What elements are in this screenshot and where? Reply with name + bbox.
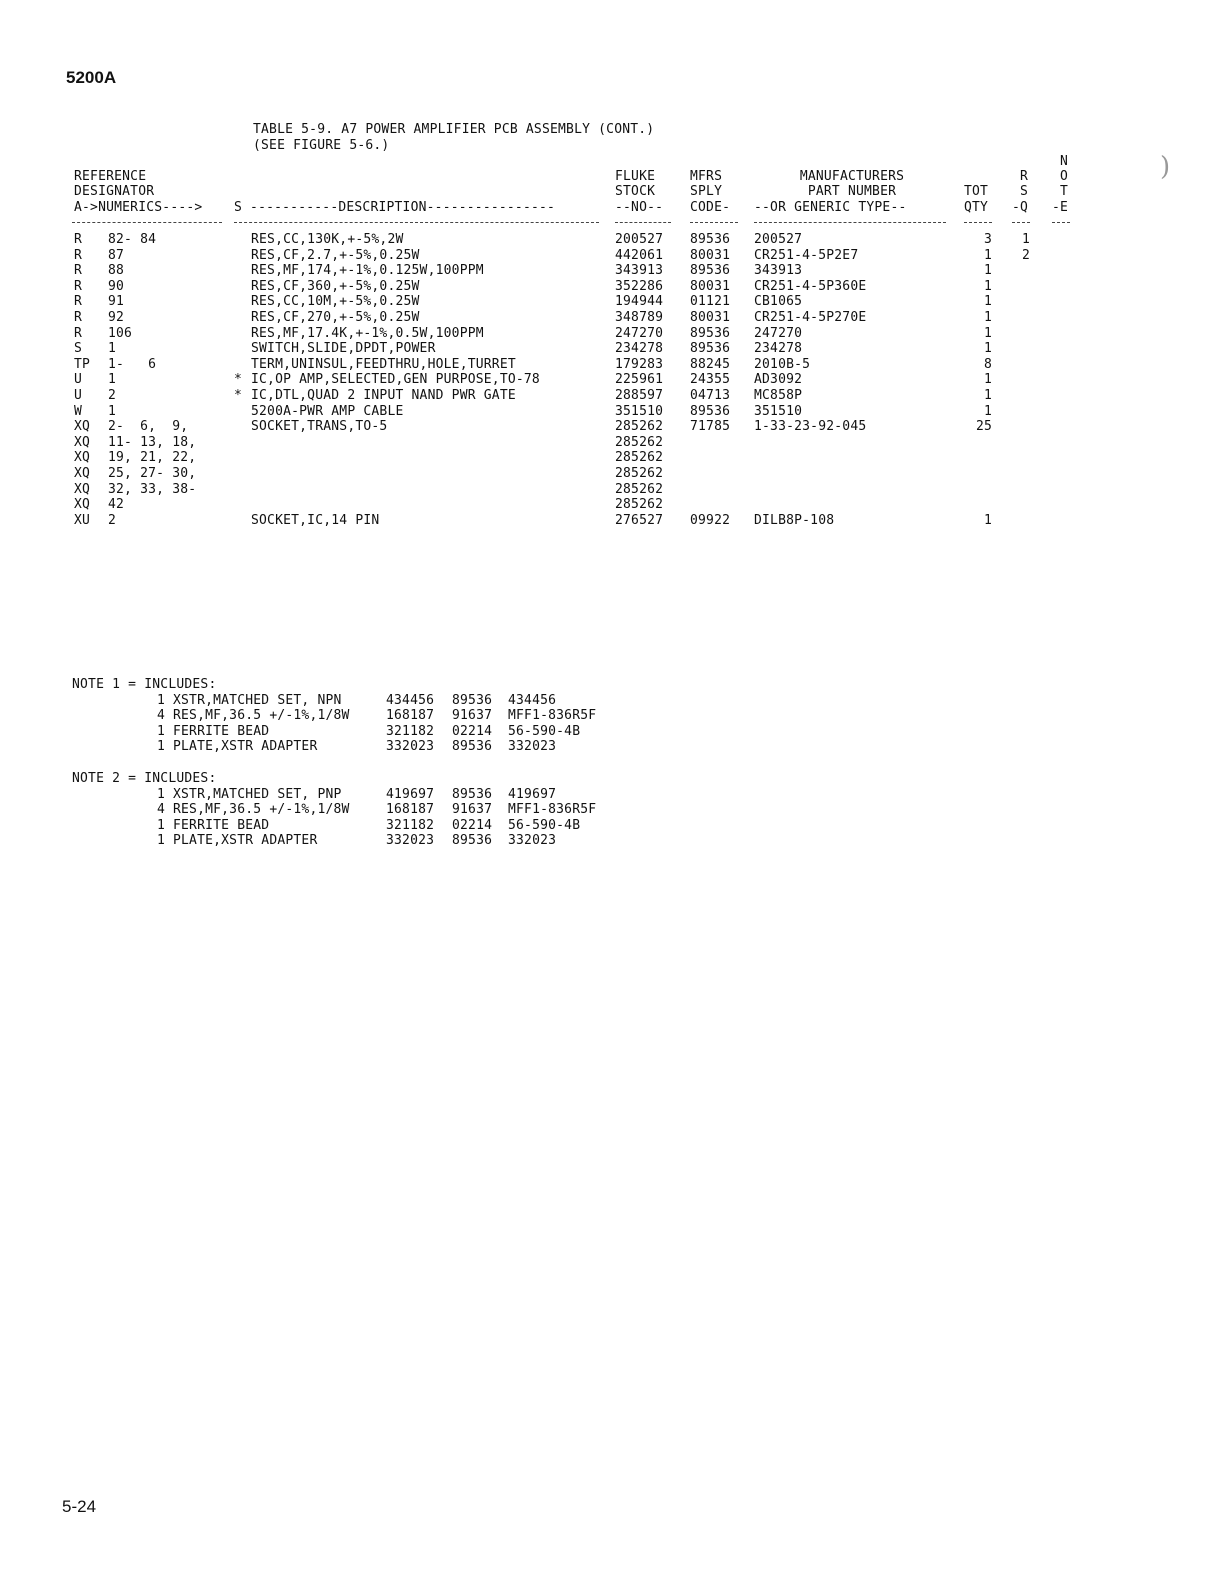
- ref-numerics: 82- 84: [108, 232, 157, 247]
- note-item-mfr: 89536: [452, 692, 493, 708]
- stock-number: 288597: [615, 388, 664, 403]
- mfr-code: 80031: [690, 278, 731, 294]
- stock-number: 285262: [615, 466, 664, 481]
- header-ref-2: DESIGNATOR: [74, 184, 155, 199]
- stock-number: 285262: [615, 434, 664, 450]
- total-qty: 1: [983, 263, 992, 279]
- ref-numerics: 2- 6, 9,: [108, 419, 189, 435]
- header-rule: [72, 222, 222, 223]
- part-number: 1-33-23-92-045: [754, 419, 867, 435]
- description: RES,CF,270,+-5%,0.25W: [251, 310, 420, 325]
- mfr-code: 80031: [690, 310, 731, 325]
- selected-mark: *: [234, 372, 243, 388]
- ref-prefix: U: [74, 372, 83, 388]
- selected-mark: *: [234, 388, 243, 403]
- ref-prefix: R: [74, 263, 83, 279]
- note-item-description: RES,MF,36.5 +/-1%,1/8W: [173, 802, 350, 818]
- description: IC,OP AMP,SELECTED,GEN PURPOSE,TO-78: [251, 372, 540, 388]
- ref-numerics: 92: [108, 310, 125, 325]
- part-number: CR251-4-5P360E: [754, 278, 867, 294]
- stock-number: 285262: [615, 419, 664, 435]
- note-item-qty: 4: [157, 708, 166, 724]
- mfr-code: 71785: [690, 419, 731, 435]
- ref-prefix: XQ: [74, 450, 91, 466]
- note-item-mfr: 02214: [452, 723, 493, 739]
- part-number: AD3092: [754, 372, 803, 388]
- total-qty: 1: [983, 403, 992, 419]
- ref-numerics: 106: [108, 325, 133, 341]
- note-item-stock: 419697: [386, 786, 435, 802]
- description: RES,CF,360,+-5%,0.25W: [251, 278, 420, 294]
- stock-number: 285262: [615, 497, 664, 513]
- part-number: 200527: [754, 232, 803, 247]
- part-number: CR251-4-5P270E: [754, 310, 867, 325]
- note-item-description: FERRITE BEAD: [173, 817, 270, 833]
- description: RES,CC,130K,+-5%,2W: [251, 232, 404, 247]
- ref-numerics: 2: [108, 512, 117, 528]
- note-item-mfr: 91637: [452, 802, 493, 818]
- page-number: 5-24: [62, 1497, 97, 1516]
- total-qty: 1: [983, 512, 992, 528]
- note-item-stock: 332023: [386, 739, 435, 755]
- note-item-description: RES,MF,36.5 +/-1%,1/8W: [173, 708, 350, 724]
- ref-prefix: XQ: [74, 466, 91, 481]
- note-item-qty: 1: [157, 786, 166, 802]
- total-qty: 1: [983, 388, 992, 403]
- description: RES,CF,2.7,+-5%,0.25W: [251, 247, 420, 263]
- stock-number: 285262: [615, 481, 664, 497]
- stock-number: 348789: [615, 310, 664, 325]
- note-item-stock: 168187: [386, 708, 435, 724]
- part-number: CB1065: [754, 294, 803, 310]
- part-number: 2010B-5: [754, 356, 811, 372]
- header-ref-3: A->NUMERICS---->: [74, 200, 203, 215]
- mfr-code: 89536: [690, 263, 731, 279]
- note-item-part: 332023: [508, 833, 557, 849]
- ref-numerics: 1- 6: [108, 356, 157, 372]
- note-item-stock: 321182: [386, 723, 435, 739]
- ref-prefix: R: [74, 278, 83, 294]
- header-rule: [1052, 222, 1070, 223]
- mfr-code: 89536: [690, 325, 731, 341]
- note-item-mfr: 89536: [452, 739, 493, 755]
- note-item-stock: 321182: [386, 817, 435, 833]
- header-ref-1: REFERENCE: [74, 169, 147, 184]
- note-item-mfr: 91637: [452, 708, 493, 724]
- stock-number: 351510: [615, 403, 664, 419]
- header-note-0: N: [1060, 154, 1069, 169]
- ref-numerics: 32, 33, 38-: [108, 481, 197, 497]
- header-note-1: O: [1060, 169, 1069, 184]
- mfr-code: 09922: [690, 512, 731, 528]
- stock-number: 352286: [615, 278, 664, 294]
- note-item-description: PLATE,XSTR ADAPTER: [173, 833, 318, 849]
- header-mfrs-3: CODE-: [690, 200, 731, 215]
- note-item-qty: 1: [157, 692, 166, 708]
- ref-numerics: 2: [108, 388, 117, 403]
- note-item-description: XSTR,MATCHED SET, PNP: [173, 786, 342, 802]
- ref-prefix: R: [74, 247, 83, 263]
- stock-number: 442061: [615, 247, 664, 263]
- stock-number: 234278: [615, 341, 664, 357]
- description: SOCKET,TRANS,TO-5: [251, 419, 388, 435]
- description: SOCKET,IC,14 PIN: [251, 512, 380, 528]
- note-item-part: MFF1-836R5F: [508, 708, 597, 724]
- mfr-code: 88245: [690, 356, 731, 372]
- note-item-qty: 1: [157, 739, 166, 755]
- header-rule: [1012, 222, 1030, 223]
- header-rsq-2: S: [1020, 184, 1029, 199]
- ref-numerics: 90: [108, 278, 125, 294]
- header-stock-1: FLUKE: [615, 169, 656, 184]
- note-item-stock: 168187: [386, 802, 435, 818]
- ref-numerics: 1: [108, 341, 117, 357]
- note-label: NOTE 1 = INCLUDES:: [72, 677, 217, 692]
- header-rsq-3: -Q: [1012, 200, 1029, 215]
- header-rule: [234, 222, 599, 223]
- note-item-description: FERRITE BEAD: [173, 723, 270, 739]
- description: RES,MF,174,+-1%,0.125W,100PPM: [251, 263, 484, 279]
- ref-numerics: 91: [108, 294, 125, 310]
- header-description: S -----------DESCRIPTION----------------: [234, 200, 556, 215]
- mfr-code: 01121: [690, 294, 731, 310]
- header-qty-1: TOT: [964, 184, 989, 199]
- description: 5200A-PWR AMP CABLE: [251, 403, 404, 419]
- total-qty: 1: [983, 372, 992, 388]
- header-note-2: T: [1060, 184, 1069, 199]
- header-stock-3: --NO--: [615, 200, 664, 215]
- note-item-description: XSTR,MATCHED SET, NPN: [173, 692, 342, 708]
- header-rule: [964, 222, 992, 223]
- part-number: DILB8P-108: [754, 512, 835, 528]
- part-number: 351510: [754, 403, 803, 419]
- ref-prefix: R: [74, 232, 83, 247]
- ref-prefix: U: [74, 388, 83, 403]
- note-item-mfr: 89536: [452, 833, 493, 849]
- note-item-description: PLATE,XSTR ADAPTER: [173, 739, 318, 755]
- ref-prefix: XQ: [74, 481, 91, 497]
- mfr-code: 89536: [690, 341, 731, 357]
- stock-number: 285262: [615, 450, 664, 466]
- note-item-part: 332023: [508, 739, 557, 755]
- ref-numerics: 1: [108, 403, 117, 419]
- header-part-1: MANUFACTURERS: [799, 169, 905, 184]
- ref-prefix: R: [74, 310, 83, 325]
- description: RES,MF,17.4K,+-1%,0.5W,100PPM: [251, 325, 484, 341]
- total-qty: 1: [983, 247, 992, 263]
- note-item-part: 434456: [508, 692, 557, 708]
- mfr-code: 80031: [690, 247, 731, 263]
- ref-prefix: XQ: [74, 497, 91, 513]
- note-item-mfr: 89536: [452, 786, 493, 802]
- total-qty: 1: [983, 294, 992, 310]
- ref-prefix: S: [74, 341, 83, 357]
- total-qty: 1: [983, 325, 992, 341]
- header-rule: [690, 222, 738, 223]
- ref-numerics: 87: [108, 247, 125, 263]
- ref-prefix: W: [74, 403, 83, 419]
- mfr-code: 89536: [690, 403, 731, 419]
- note-item-part: 419697: [508, 786, 557, 802]
- note-item-stock: 332023: [386, 833, 435, 849]
- ref-prefix: XU: [74, 512, 91, 528]
- page-model: 5200A: [66, 68, 117, 87]
- recommended-spares: 1: [1021, 232, 1030, 247]
- note-item-mfr: 02214: [452, 817, 493, 833]
- note-item-qty: 1: [157, 833, 166, 849]
- stock-number: 200527: [615, 232, 664, 247]
- ref-prefix: TP: [74, 356, 91, 372]
- total-qty: 25: [975, 419, 992, 435]
- header-rsq-1: R: [1020, 169, 1029, 184]
- stock-number: 194944: [615, 294, 664, 310]
- stock-number: 179283: [615, 356, 664, 372]
- part-number: CR251-4-5P2E7: [754, 247, 859, 263]
- part-number: 343913: [754, 263, 803, 279]
- description: RES,CC,10M,+-5%,0.25W: [251, 294, 420, 310]
- stock-number: 343913: [615, 263, 664, 279]
- ref-prefix: R: [74, 325, 83, 341]
- stock-number: 225961: [615, 372, 664, 388]
- total-qty: 1: [983, 341, 992, 357]
- ref-numerics: 19, 21, 22,: [108, 450, 197, 466]
- ref-numerics: 42: [108, 497, 125, 513]
- header-mfrs-1: MFRS: [690, 169, 723, 184]
- description: IC,DTL,QUAD 2 INPUT NAND PWR GATE: [251, 388, 516, 403]
- total-qty: 1: [983, 310, 992, 325]
- header-stock-2: STOCK: [615, 184, 656, 199]
- ref-prefix: XQ: [74, 419, 91, 435]
- header-part-2: PART NUMBER: [807, 184, 897, 199]
- note-item-stock: 434456: [386, 692, 435, 708]
- part-number: MC858P: [754, 388, 803, 403]
- description: TERM,UNINSUL,FEEDTHRU,HOLE,TURRET: [251, 356, 516, 372]
- header-mfrs-2: SPLY: [690, 184, 723, 199]
- total-qty: 3: [983, 232, 992, 247]
- note-item-part: 56-590-4B: [508, 723, 581, 739]
- ref-numerics: 11- 13, 18,: [108, 434, 197, 450]
- recommended-spares: 2: [1021, 247, 1030, 263]
- note-item-qty: 1: [157, 723, 166, 739]
- mfr-code: 89536: [690, 232, 731, 247]
- stock-number: 247270: [615, 325, 664, 341]
- note-label: NOTE 2 = INCLUDES:: [72, 771, 217, 786]
- margin-mark: ): [1160, 152, 1171, 182]
- header-rule: [754, 222, 946, 223]
- header-part-3: --OR GENERIC TYPE--: [754, 200, 907, 215]
- note-item-part: MFF1-836R5F: [508, 802, 597, 818]
- ref-numerics: 25, 27- 30,: [108, 466, 197, 481]
- header-rule: [615, 222, 671, 223]
- part-number: 234278: [754, 341, 803, 357]
- ref-prefix: R: [74, 294, 83, 310]
- total-qty: 1: [983, 278, 992, 294]
- ref-numerics: 1: [108, 372, 117, 388]
- description: SWITCH,SLIDE,DPDT,POWER: [251, 341, 436, 357]
- mfr-code: 24355: [690, 372, 731, 388]
- ref-prefix: XQ: [74, 434, 91, 450]
- note-item-qty: 1: [157, 817, 166, 833]
- stock-number: 276527: [615, 512, 664, 528]
- header-note-3: -E: [1052, 200, 1069, 215]
- note-item-qty: 4: [157, 802, 166, 818]
- total-qty: 8: [983, 356, 992, 372]
- part-number: 247270: [754, 325, 803, 341]
- table-subtitle: (SEE FIGURE 5-6.): [253, 138, 390, 153]
- ref-numerics: 88: [108, 263, 125, 279]
- note-item-part: 56-590-4B: [508, 817, 581, 833]
- header-qty-2: QTY: [964, 200, 989, 215]
- table-title: TABLE 5-9. A7 POWER AMPLIFIER PCB ASSEMBLY (CONT.): [253, 122, 655, 137]
- mfr-code: 04713: [690, 388, 731, 403]
